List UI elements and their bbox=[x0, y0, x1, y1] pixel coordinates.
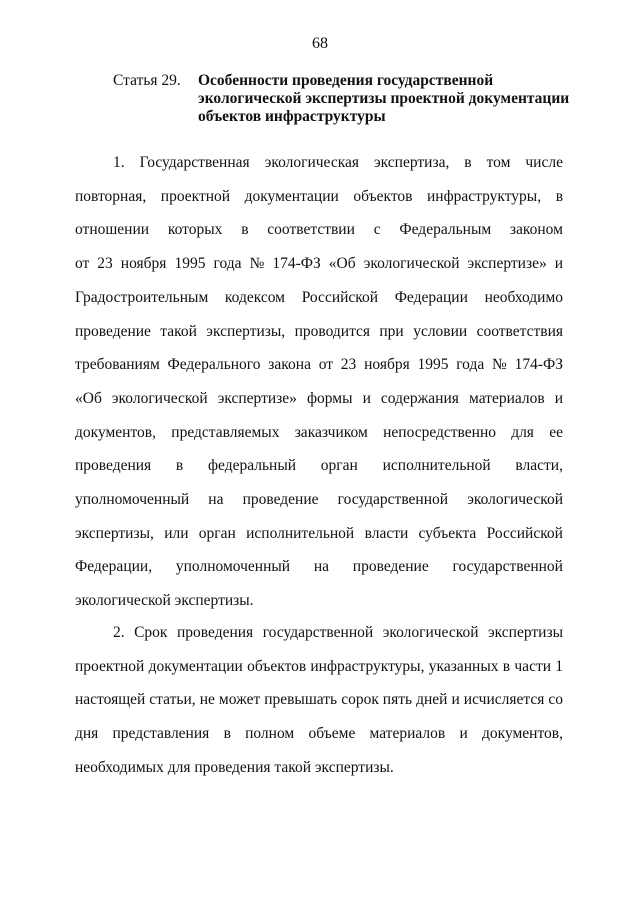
document-page: 68 Статья 29. Особенности проведения государственной экологической экспертизы проектной документации объектов инфраструктуры 1. Государственная экологическая экспертиза, в том числе повторная, проектной документации объектов инфраструктуры, в отношении которых в соответствии с Федеральным законом от 23 ноября 1995 года № 174-ФЗ «Об экологической экспертизе» и Градостроительным кодексом Российской Федерации необходимо проведение такой экспертизы, проводится при условии соответствия требованиям Федерального закона от 23 ноября 1995 года № 174-ФЗ «Об экологической экспертизе» формы и содержания материалов и документов, представляемых заказчиком непосредственно для ее проведения в федеральный орган исполнительной власти, уполномоченный на проведение государственной экологической экспертизы, или орган исполнительной власти субъекта Российской Федерации, уполномоченный на проведение государственной экологической экспертизы. 2. Срок проведения государственной экологической экспертизы проектной документации объектов инфраструктуры, указанных в части 1 настоящей статьи, не может превышать сорок пять дней и исчисляется со дня представления в полном объеме материалов и документов, необходимых для проведения такой экспертизы. bbox=[0, 0, 640, 905]
page-number: 68 bbox=[312, 35, 328, 52]
article-title: Особенности проведения государственной экологической экспертизы проектной документации объектов инфраструктуры bbox=[198, 72, 570, 125]
article-label: Статья 29. bbox=[113, 72, 181, 89]
